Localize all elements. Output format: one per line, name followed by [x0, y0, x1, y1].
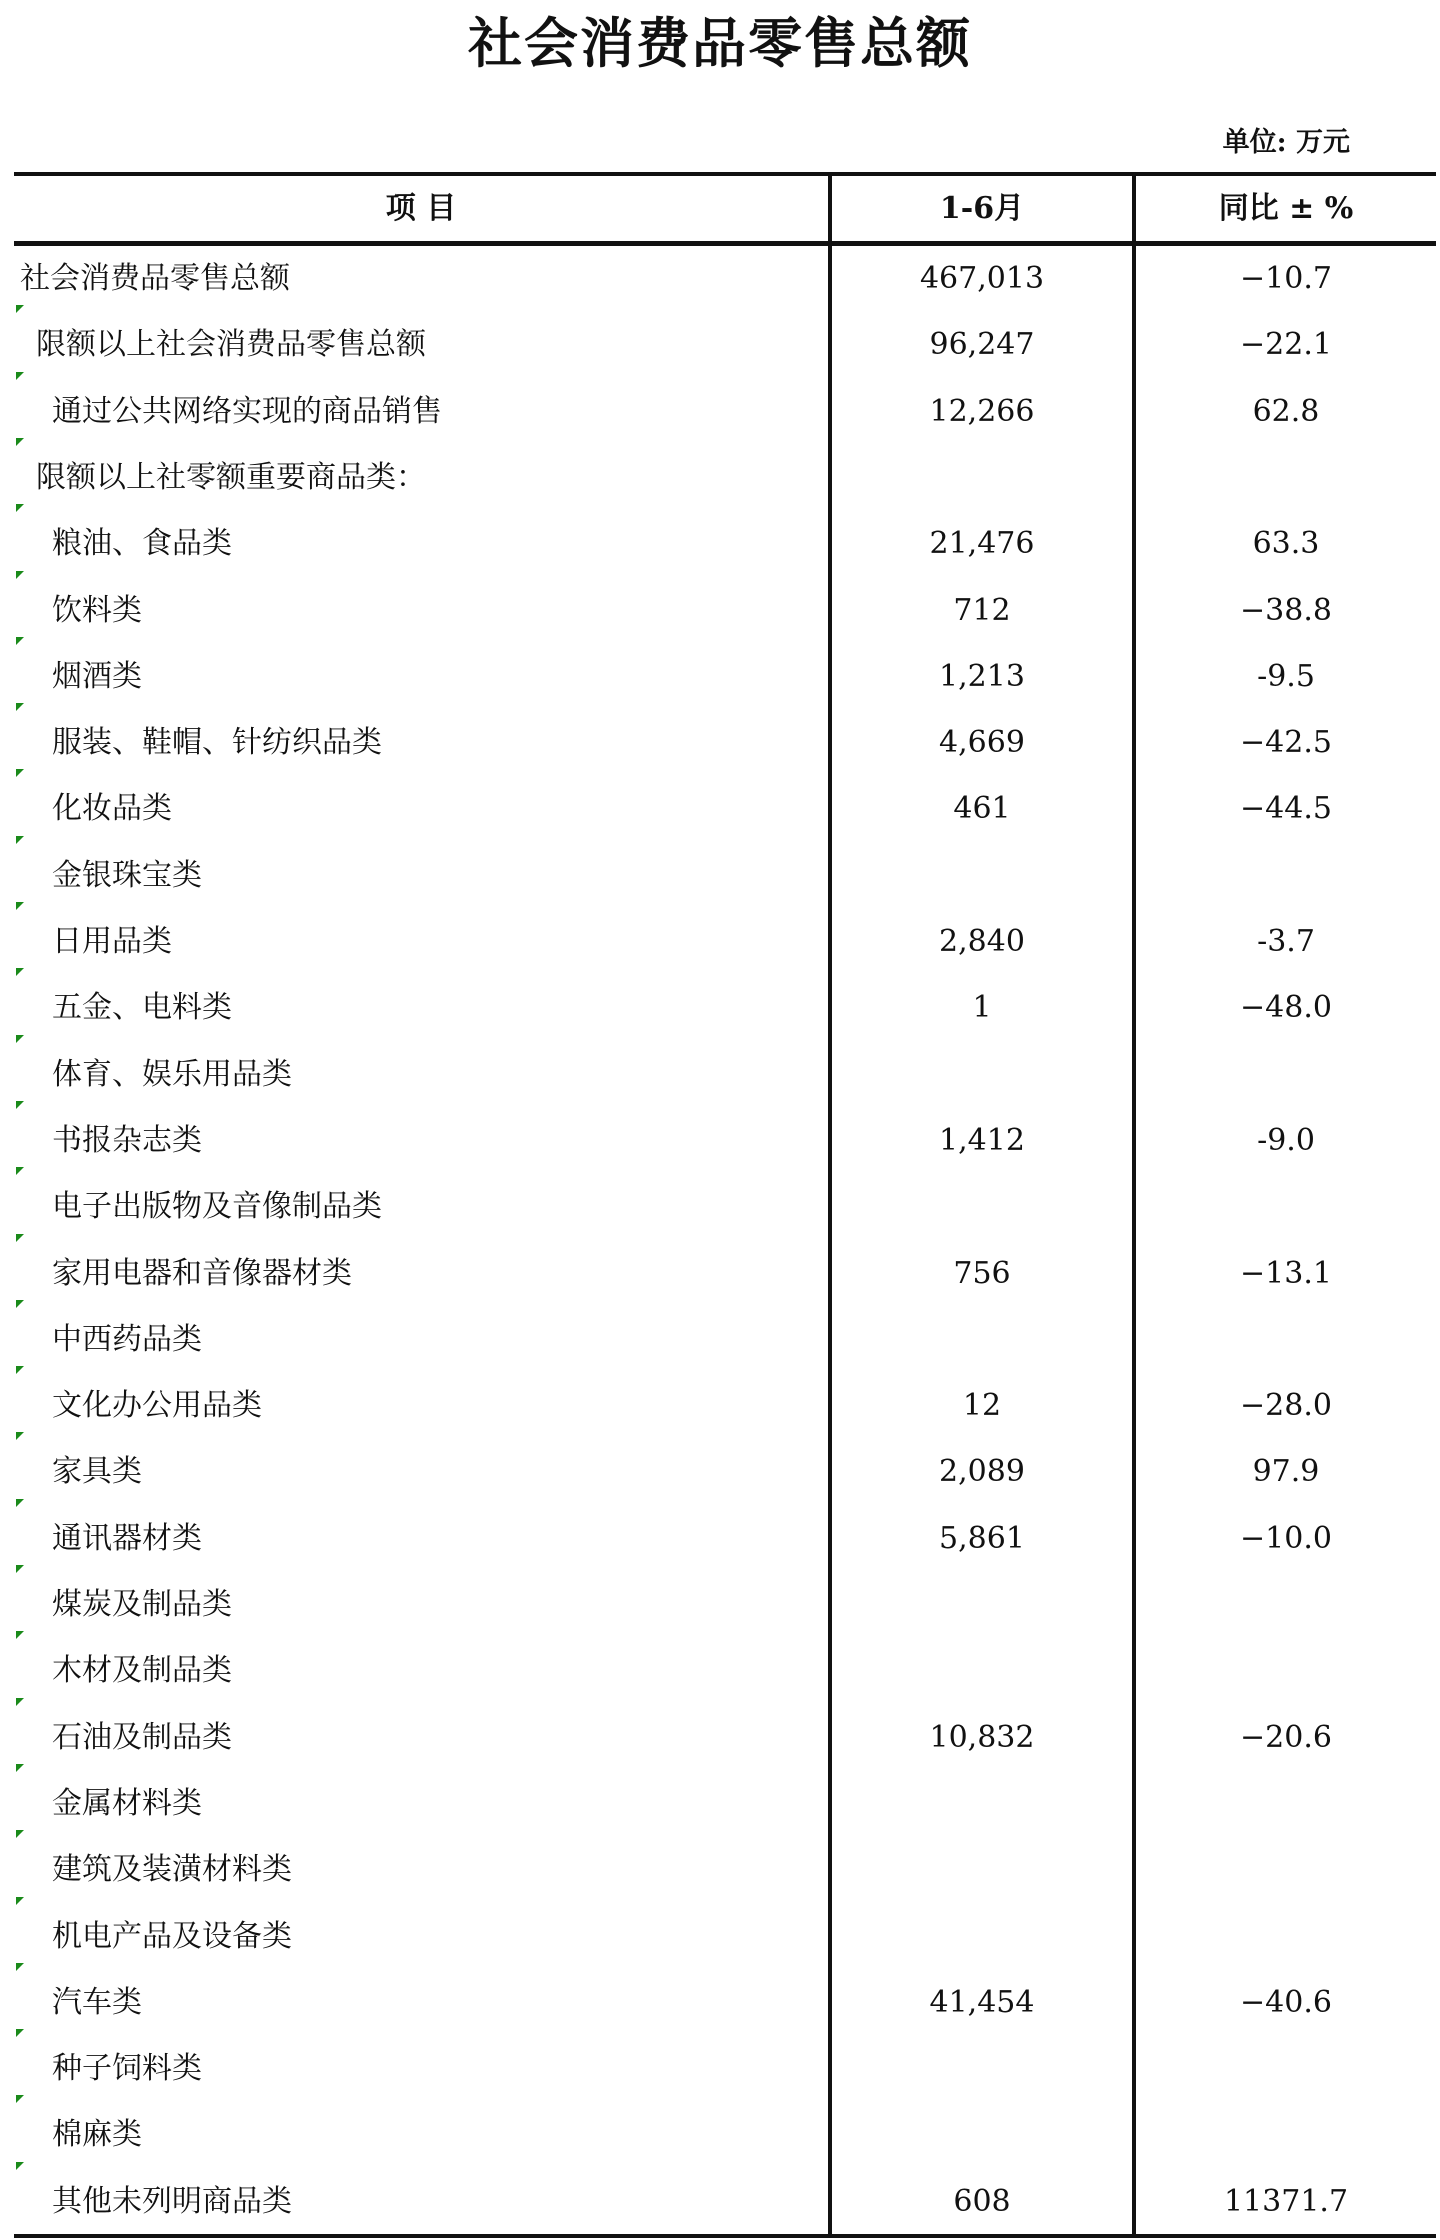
table-row	[14, 1705, 1436, 1771]
table-row	[14, 975, 1436, 1041]
row-label: 烟酒类	[52, 658, 142, 694]
row-yoy	[1136, 445, 1436, 511]
cell-marker-icon	[16, 1432, 24, 1440]
cell-marker-icon	[16, 438, 24, 446]
row-label: 通过公共网络实现的商品销售	[52, 393, 442, 429]
cell-marker-icon	[16, 1565, 24, 1573]
row-label: 棉麻类	[52, 2117, 142, 2153]
cell-marker-icon	[16, 1631, 24, 1639]
table-row	[14, 1241, 1436, 1307]
row-yoy: 11371.7	[1223, 2183, 1349, 2219]
row-label: 通讯器材类	[52, 1520, 202, 1556]
cell-marker-icon	[16, 571, 24, 579]
table-row	[14, 644, 1436, 710]
row-value: 21,476	[929, 526, 1035, 562]
row-label: 粮油、食品类	[52, 526, 232, 562]
row-yoy: −42.5	[1240, 725, 1332, 761]
cell-marker-icon	[16, 1234, 24, 1242]
cell-marker-icon	[16, 836, 24, 844]
cell-marker-icon	[16, 372, 24, 380]
table-row	[14, 1108, 1436, 1174]
cell-marker-icon	[16, 703, 24, 711]
row-yoy	[1136, 1307, 1436, 1373]
cell-marker-icon	[16, 1300, 24, 1308]
row-yoy: 63.3	[1252, 526, 1320, 562]
table-row	[14, 909, 1436, 975]
row-value: 2,089	[939, 1454, 1025, 1490]
row-yoy: −40.6	[1240, 1984, 1332, 2020]
row-value	[832, 1174, 1132, 1240]
row-label: 建筑及装潢材料类	[52, 1852, 292, 1888]
row-value: 5,861	[939, 1520, 1025, 1556]
row-yoy	[1136, 2102, 1436, 2168]
table-row	[14, 776, 1436, 842]
row-value: 4,669	[939, 725, 1025, 761]
cell-marker-icon	[16, 1366, 24, 1374]
row-value: 2,840	[939, 924, 1025, 959]
cell-marker-icon	[16, 504, 24, 512]
row-value: 756	[953, 1255, 1011, 1291]
row-value	[832, 843, 1132, 909]
row-value	[832, 1904, 1132, 1970]
cell-marker-icon	[16, 1499, 24, 1507]
row-yoy: -3.7	[1257, 924, 1315, 959]
row-label: 电子出版物及音像制品类	[52, 1189, 382, 1225]
row-value: 461	[953, 791, 1011, 827]
row-value	[832, 1572, 1132, 1638]
row-yoy	[1136, 1174, 1436, 1240]
row-yoy	[1136, 1042, 1436, 1108]
cell-marker-icon	[16, 1101, 24, 1109]
table-row	[14, 445, 1436, 511]
row-label: 日用品类	[52, 924, 172, 959]
row-value: 41,454	[929, 1984, 1035, 2020]
row-label: 家用电器和音像器材类	[52, 1255, 352, 1291]
table-row	[14, 1837, 1436, 1903]
cell-marker-icon	[16, 968, 24, 976]
header-item: 项 目	[385, 191, 457, 226]
row-label: 机电产品及设备类	[52, 1918, 292, 1954]
cell-marker-icon	[16, 1035, 24, 1043]
table-row	[14, 246, 1436, 312]
table-row	[14, 1439, 1436, 1505]
row-yoy: −13.1	[1240, 1255, 1332, 1291]
row-yoy: −10.0	[1240, 1520, 1332, 1556]
row-label: 文化办公用品类	[52, 1388, 262, 1424]
row-label: 中西药品类	[52, 1321, 202, 1357]
cell-marker-icon	[16, 305, 24, 313]
table-row	[14, 578, 1436, 644]
page-title: 社会消费品零售总额	[468, 11, 972, 75]
cell-marker-icon	[16, 1963, 24, 1971]
table-row	[14, 379, 1436, 445]
row-yoy	[1136, 1837, 1436, 1903]
row-value: 1,213	[939, 658, 1025, 694]
table-row	[14, 2036, 1436, 2102]
row-label: 种子饲料类	[52, 2051, 202, 2087]
row-value	[832, 1042, 1132, 1108]
cell-marker-icon	[16, 1167, 24, 1175]
table-row	[14, 710, 1436, 776]
cell-marker-icon	[16, 902, 24, 910]
row-yoy: −20.6	[1240, 1719, 1332, 1755]
row-label: 书报杂志类	[52, 1122, 202, 1158]
table-row	[14, 1373, 1436, 1439]
row-label: 体育、娱乐用品类	[52, 1056, 292, 1092]
cell-marker-icon	[16, 769, 24, 777]
cell-marker-icon	[16, 1764, 24, 1772]
row-yoy: −28.0	[1240, 1388, 1332, 1424]
row-label: 五金、电料类	[52, 990, 232, 1026]
row-yoy: −44.5	[1240, 791, 1332, 827]
row-value: 467,013	[919, 261, 1045, 296]
table-row	[14, 1174, 1436, 1240]
row-value	[832, 2102, 1132, 2168]
row-label: 金银珠宝类	[52, 857, 202, 893]
row-yoy	[1136, 843, 1436, 909]
cell-marker-icon	[16, 1698, 24, 1706]
row-yoy	[1136, 1572, 1436, 1638]
row-value	[832, 1771, 1132, 1837]
row-label: 限额以上社零额重要商品类：	[36, 459, 426, 495]
header-period: 1-6月	[939, 191, 1025, 226]
row-value	[832, 1638, 1132, 1704]
row-label: 煤炭及制品类	[52, 1587, 232, 1622]
cell-marker-icon	[16, 637, 24, 645]
table-row	[14, 843, 1436, 909]
cell-marker-icon	[16, 2095, 24, 2103]
table-row	[14, 1042, 1436, 1108]
row-value	[832, 2036, 1132, 2102]
table-row	[14, 1307, 1436, 1373]
table-row	[14, 1506, 1436, 1572]
row-label: 饮料类	[52, 592, 142, 628]
cell-marker-icon	[16, 2029, 24, 2037]
table-row	[14, 1572, 1436, 1638]
row-label: 木材及制品类	[52, 1653, 232, 1689]
row-yoy: 62.8	[1252, 393, 1320, 429]
row-value	[832, 445, 1132, 511]
row-yoy: -9.5	[1257, 658, 1315, 694]
table-row	[14, 1904, 1436, 1970]
row-value: 12	[962, 1388, 1002, 1424]
row-label: 家具类	[52, 1454, 142, 1490]
row-value: 96,247	[929, 327, 1035, 363]
row-label: 服装、鞋帽、针纺织品类	[52, 725, 382, 761]
row-value: 1	[972, 990, 992, 1026]
row-label: 金属材料类	[52, 1785, 202, 1821]
cell-marker-icon	[16, 1830, 24, 1838]
row-label: 限额以上社会消费品零售总额	[36, 327, 426, 363]
row-yoy: −38.8	[1240, 592, 1332, 628]
cell-marker-icon	[16, 2162, 24, 2170]
table-row	[14, 312, 1436, 378]
row-yoy: -9.0	[1257, 1122, 1315, 1158]
row-label: 化妆品类	[52, 791, 172, 827]
row-value	[832, 1837, 1132, 1903]
row-value: 608	[953, 2183, 1011, 2219]
row-value: 12,266	[929, 393, 1035, 429]
row-yoy: 97.9	[1252, 1454, 1320, 1490]
row-value	[832, 1307, 1132, 1373]
row-yoy: −22.1	[1240, 327, 1332, 363]
table-row	[14, 2169, 1436, 2235]
row-value: 712	[953, 592, 1011, 628]
row-value: 1,412	[939, 1122, 1025, 1158]
row-label: 其他未列明商品类	[52, 2183, 292, 2219]
table-row	[14, 1771, 1436, 1837]
row-label: 汽车类	[52, 1984, 142, 2020]
row-yoy	[1136, 1771, 1436, 1837]
row-value: 10,832	[929, 1719, 1035, 1755]
row-label: 石油及制品类	[52, 1719, 232, 1755]
row-yoy: −48.0	[1240, 990, 1332, 1026]
row-yoy	[1136, 1638, 1436, 1704]
unit-label: 单位: 万元	[1222, 127, 1350, 158]
header-yoy: 同比 ± %	[1218, 191, 1354, 226]
table-row	[14, 511, 1436, 577]
row-yoy	[1136, 2036, 1436, 2102]
row-yoy	[1136, 1904, 1436, 1970]
table-row	[14, 2102, 1436, 2168]
cell-marker-icon	[16, 1897, 24, 1905]
table-row	[14, 1638, 1436, 1704]
row-yoy: −10.7	[1240, 261, 1332, 296]
table-row	[14, 1970, 1436, 2036]
row-label: 社会消费品零售总额	[20, 261, 290, 296]
